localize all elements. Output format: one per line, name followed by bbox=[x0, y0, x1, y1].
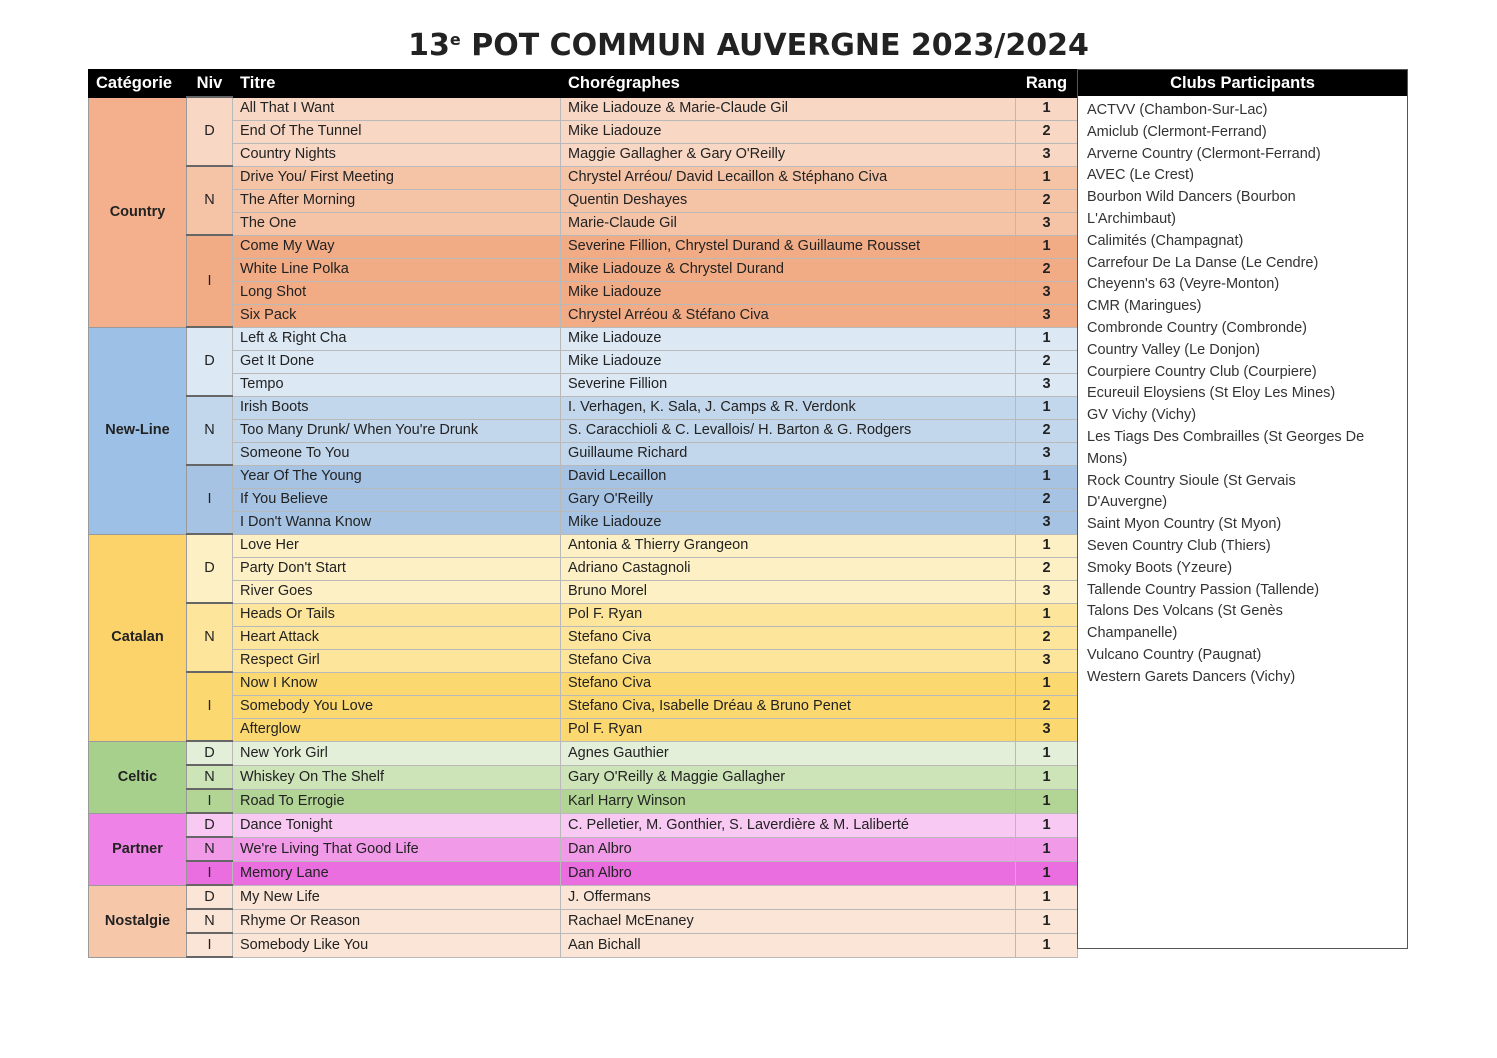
rank-cell: 1 bbox=[1016, 837, 1078, 861]
choreographer-cell: Pol F. Ryan bbox=[561, 718, 1016, 741]
page-title bbox=[0, 28, 1497, 63]
table-row bbox=[89, 396, 1078, 419]
choreographer-cell: Chrystel Arréou & Stéfano Civa bbox=[561, 304, 1016, 327]
header-categorie: Catégorie bbox=[89, 70, 187, 98]
table-row bbox=[89, 933, 1078, 957]
rank-cell: 2 bbox=[1016, 626, 1078, 649]
title-cell: Drive You/ First Meeting bbox=[233, 166, 561, 189]
title-cell: Year Of The Young bbox=[233, 465, 561, 488]
choreographer-cell: Mike Liadouze & Marie-Claude Gil bbox=[561, 97, 1016, 120]
table-row bbox=[89, 120, 1078, 143]
rank-cell: 3 bbox=[1016, 442, 1078, 465]
table-row bbox=[89, 909, 1078, 933]
rank-cell: 1 bbox=[1016, 327, 1078, 350]
title-text: POT COMMUN AUVERGNE 2023/2024 bbox=[460, 28, 1089, 63]
club-item: Combronde Country (Combronde) bbox=[1087, 319, 1308, 336]
rank-cell: 1 bbox=[1016, 465, 1078, 488]
title-cell: Too Many Drunk/ When You're Drunk bbox=[233, 419, 561, 442]
rank-cell: 1 bbox=[1016, 166, 1078, 189]
choreographer-cell: Mike Liadouze bbox=[561, 511, 1016, 534]
club-item: Talons Des Volcans (St Genès bbox=[1087, 603, 1283, 620]
choreographer-cell: Rachael McEnaney bbox=[561, 909, 1016, 933]
rank-cell: 3 bbox=[1016, 511, 1078, 534]
table-row bbox=[89, 97, 1078, 120]
title-cell: Tempo bbox=[233, 373, 561, 396]
choreographer-cell: Antonia & Thierry Grangeon bbox=[561, 534, 1016, 557]
level-cell: D bbox=[187, 327, 233, 396]
choreographer-cell: Mike Liadouze bbox=[561, 120, 1016, 143]
title-cell: We're Living That Good Life bbox=[233, 837, 561, 861]
level-cell: D bbox=[187, 885, 233, 909]
choreographer-cell: Stefano Civa bbox=[561, 649, 1016, 672]
title-cell: The After Morning bbox=[233, 189, 561, 212]
choreographer-cell: Mike Liadouze & Chrystel Durand bbox=[561, 258, 1016, 281]
rank-cell: 2 bbox=[1016, 419, 1078, 442]
club-item: Mons) bbox=[1087, 450, 1128, 467]
header-choregraphes: Chorégraphes bbox=[561, 70, 1016, 98]
title-cell: Heart Attack bbox=[233, 626, 561, 649]
title-cell: Dance Tonight bbox=[233, 813, 561, 837]
title-cell: Six Pack bbox=[233, 304, 561, 327]
rank-cell: 1 bbox=[1016, 672, 1078, 695]
title-cell: Afterglow bbox=[233, 718, 561, 741]
rank-cell: 1 bbox=[1016, 813, 1078, 837]
category-cell: Nostalgie bbox=[89, 885, 187, 957]
title-cell: River Goes bbox=[233, 580, 561, 603]
club-item: ACTVV (Chambon-Sur-Lac) bbox=[1087, 102, 1268, 118]
table-header-row bbox=[89, 70, 1078, 98]
level-cell: D bbox=[187, 741, 233, 765]
rank-cell: 1 bbox=[1016, 396, 1078, 419]
category-cell: Country bbox=[89, 97, 187, 327]
title-cell: Someone To You bbox=[233, 442, 561, 465]
level-cell: I bbox=[187, 933, 233, 957]
title-cell: Get It Done bbox=[233, 350, 561, 373]
choreographer-cell: J. Offermans bbox=[561, 885, 1016, 909]
category-cell: Catalan bbox=[89, 534, 187, 741]
clubs-list bbox=[1078, 96, 1407, 689]
level-cell: I bbox=[187, 672, 233, 741]
table-row bbox=[89, 695, 1078, 718]
rank-cell: 1 bbox=[1016, 603, 1078, 626]
title-cell: Irish Boots bbox=[233, 396, 561, 419]
choreographer-cell: Severine Fillion, Chrystel Durand & Guillaume Rousset bbox=[561, 235, 1016, 258]
title-number: 13 bbox=[408, 28, 450, 63]
title-cell: Rhyme Or Reason bbox=[233, 909, 561, 933]
table-row bbox=[89, 534, 1078, 557]
title-cell: New York Girl bbox=[233, 741, 561, 765]
choreographer-cell: Gary O'Reilly & Maggie Gallagher bbox=[561, 765, 1016, 789]
club-item: AVEC (Le Crest) bbox=[1087, 167, 1194, 184]
club-item: Calimités (Champagnat) bbox=[1087, 232, 1244, 249]
club-item: Ecureuil Eloysiens (St Eloy Les Mines) bbox=[1087, 385, 1336, 402]
table-row bbox=[89, 488, 1078, 511]
level-cell: D bbox=[187, 813, 233, 837]
club-item: Tallende Country Passion (Tallende) bbox=[1087, 581, 1320, 598]
table-row bbox=[89, 789, 1078, 813]
table-row bbox=[89, 350, 1078, 373]
level-cell: D bbox=[187, 534, 233, 603]
table-row bbox=[89, 281, 1078, 304]
club-item: GV Vichy (Vichy) bbox=[1087, 407, 1197, 424]
table-row bbox=[89, 143, 1078, 166]
choreographer-cell: S. Caracchioli & C. Levallois/ H. Barton & G. Rodgers bbox=[561, 419, 1016, 442]
table-row bbox=[89, 765, 1078, 789]
rank-cell: 3 bbox=[1016, 143, 1078, 166]
rank-cell: 3 bbox=[1016, 212, 1078, 235]
rank-cell: 1 bbox=[1016, 933, 1078, 957]
level-cell: I bbox=[187, 861, 233, 885]
choreographer-cell: Aan Bichall bbox=[561, 933, 1016, 957]
choreographer-cell: Adriano Castagnoli bbox=[561, 557, 1016, 580]
title-cell: Road To Errogie bbox=[233, 789, 561, 813]
title-cell: The One bbox=[233, 212, 561, 235]
club-item: Les Tiags Des Combrailles (St Georges De bbox=[1087, 428, 1365, 445]
choreographer-cell: Agnes Gauthier bbox=[561, 741, 1016, 765]
title-cell: Somebody You Love bbox=[233, 695, 561, 718]
table-row bbox=[89, 580, 1078, 603]
table-row bbox=[89, 419, 1078, 442]
choreographer-cell: Pol F. Ryan bbox=[561, 603, 1016, 626]
title-cell: Party Don't Start bbox=[233, 557, 561, 580]
choreographer-cell: Marie-Claude Gil bbox=[561, 212, 1016, 235]
title-cell: Come My Way bbox=[233, 235, 561, 258]
rank-cell: 1 bbox=[1016, 861, 1078, 885]
table-row bbox=[89, 327, 1078, 350]
title-cell: End Of The Tunnel bbox=[233, 120, 561, 143]
club-item: Courpiere Country Club (Courpiere) bbox=[1087, 363, 1317, 380]
category-cell: New-Line bbox=[89, 327, 187, 534]
choreographer-cell: Bruno Morel bbox=[561, 580, 1016, 603]
rank-cell: 1 bbox=[1016, 534, 1078, 557]
level-cell: D bbox=[187, 97, 233, 166]
choreographer-cell: Stefano Civa, Isabelle Dréau & Bruno Penet bbox=[561, 695, 1016, 718]
rank-cell: 3 bbox=[1016, 304, 1078, 327]
choreographer-cell: Severine Fillion bbox=[561, 373, 1016, 396]
choreographer-cell: Mike Liadouze bbox=[561, 281, 1016, 304]
level-cell: N bbox=[187, 603, 233, 672]
club-item: Saint Myon Country (St Myon) bbox=[1087, 516, 1282, 533]
table-row bbox=[89, 189, 1078, 212]
level-cell: I bbox=[187, 465, 233, 534]
rank-cell: 1 bbox=[1016, 909, 1078, 933]
rank-cell: 2 bbox=[1016, 557, 1078, 580]
table-row bbox=[89, 672, 1078, 695]
club-item: Champanelle) bbox=[1087, 625, 1178, 642]
table-row bbox=[89, 741, 1078, 765]
title-superscript: e bbox=[449, 30, 461, 49]
level-cell: N bbox=[187, 166, 233, 235]
title-cell: Love Her bbox=[233, 534, 561, 557]
table-row bbox=[89, 837, 1078, 861]
category-cell: Celtic bbox=[89, 741, 187, 813]
title-cell: Respect Girl bbox=[233, 649, 561, 672]
club-item: Seven Country Club (Thiers) bbox=[1087, 537, 1271, 554]
title-cell: Somebody Like You bbox=[233, 933, 561, 957]
rank-cell: 1 bbox=[1016, 97, 1078, 120]
table-row bbox=[89, 465, 1078, 488]
clubs-header: Clubs Participants bbox=[1078, 70, 1407, 96]
choreographer-cell: C. Pelletier, M. Gonthier, S. Laverdière & M. Laliberté bbox=[561, 813, 1016, 837]
choreographer-cell: Dan Albro bbox=[561, 861, 1016, 885]
table-row bbox=[89, 861, 1078, 885]
table-row bbox=[89, 649, 1078, 672]
club-item: L'Archimbaut) bbox=[1087, 210, 1176, 227]
rank-cell: 2 bbox=[1016, 189, 1078, 212]
table-row bbox=[89, 166, 1078, 189]
dance-table bbox=[88, 69, 1078, 958]
table-row bbox=[89, 442, 1078, 465]
title-cell: Whiskey On The Shelf bbox=[233, 765, 561, 789]
club-item: Smoky Boots (Yzeure) bbox=[1087, 559, 1233, 576]
table-row bbox=[89, 603, 1078, 626]
choreographer-cell: David Lecaillon bbox=[561, 465, 1016, 488]
choreographer-cell: Mike Liadouze bbox=[561, 327, 1016, 350]
club-item: CMR (Maringues) bbox=[1087, 298, 1202, 315]
title-cell: My New Life bbox=[233, 885, 561, 909]
table-row bbox=[89, 212, 1078, 235]
table-row bbox=[89, 235, 1078, 258]
title-cell: Heads Or Tails bbox=[233, 603, 561, 626]
club-item: Cheyenn's 63 (Veyre-Monton) bbox=[1087, 276, 1280, 293]
title-cell: Country Nights bbox=[233, 143, 561, 166]
level-cell: N bbox=[187, 396, 233, 465]
club-item: Rock Country Sioule (St Gervais bbox=[1087, 472, 1296, 489]
rank-cell: 2 bbox=[1016, 695, 1078, 718]
category-cell: Partner bbox=[89, 813, 187, 885]
table-row bbox=[89, 258, 1078, 281]
title-cell: White Line Polka bbox=[233, 258, 561, 281]
title-cell: If You Believe bbox=[233, 488, 561, 511]
rank-cell: 3 bbox=[1016, 373, 1078, 396]
table-row bbox=[89, 885, 1078, 909]
rank-cell: 2 bbox=[1016, 488, 1078, 511]
choreographer-cell: Mike Liadouze bbox=[561, 350, 1016, 373]
table-row bbox=[89, 626, 1078, 649]
club-item: Country Valley (Le Donjon) bbox=[1087, 341, 1261, 358]
club-item: Arverne Country (Clermont-Ferrand) bbox=[1087, 145, 1321, 162]
choreographer-cell: Dan Albro bbox=[561, 837, 1016, 861]
club-item: D'Auvergne) bbox=[1087, 494, 1168, 511]
title-cell: Long Shot bbox=[233, 281, 561, 304]
rank-cell: 2 bbox=[1016, 258, 1078, 281]
rank-cell: 3 bbox=[1016, 580, 1078, 603]
header-niv: Niv bbox=[187, 70, 233, 98]
choreographer-cell: Chrystel Arréou/ David Lecaillon & Stéphano Civa bbox=[561, 166, 1016, 189]
choreographer-cell: Stefano Civa bbox=[561, 626, 1016, 649]
table-row bbox=[89, 813, 1078, 837]
rank-cell: 1 bbox=[1016, 741, 1078, 765]
level-cell: I bbox=[187, 789, 233, 813]
choreographer-cell: Guillaume Richard bbox=[561, 442, 1016, 465]
title-cell: All That I Want bbox=[233, 97, 561, 120]
rank-cell: 2 bbox=[1016, 120, 1078, 143]
choreographer-cell: Stefano Civa bbox=[561, 672, 1016, 695]
choreographer-cell: Karl Harry Winson bbox=[561, 789, 1016, 813]
choreographer-cell: Quentin Deshayes bbox=[561, 189, 1016, 212]
header-titre: Titre bbox=[233, 70, 561, 98]
club-item: Western Garets Dancers (Vichy) bbox=[1087, 668, 1296, 685]
club-item: Bourbon Wild Dancers (Bourbon bbox=[1087, 189, 1296, 206]
rank-cell: 1 bbox=[1016, 235, 1078, 258]
rank-cell: 1 bbox=[1016, 789, 1078, 813]
level-cell: I bbox=[187, 235, 233, 327]
table-row bbox=[89, 718, 1078, 741]
rank-cell: 2 bbox=[1016, 350, 1078, 373]
rank-cell: 3 bbox=[1016, 281, 1078, 304]
rank-cell: 3 bbox=[1016, 718, 1078, 741]
rank-cell: 1 bbox=[1016, 765, 1078, 789]
table-row bbox=[89, 511, 1078, 534]
level-cell: N bbox=[187, 765, 233, 789]
rank-cell: 3 bbox=[1016, 649, 1078, 672]
title-cell: Left & Right Cha bbox=[233, 327, 561, 350]
title-cell: I Don't Wanna Know bbox=[233, 511, 561, 534]
level-cell: N bbox=[187, 837, 233, 861]
club-item: Vulcano Country (Paugnat) bbox=[1087, 646, 1262, 663]
choreographer-cell: Gary O'Reilly bbox=[561, 488, 1016, 511]
table-row bbox=[89, 373, 1078, 396]
rank-cell: 1 bbox=[1016, 885, 1078, 909]
level-cell: N bbox=[187, 909, 233, 933]
club-item: Carrefour De La Danse (Le Cendre) bbox=[1087, 254, 1319, 271]
choreographer-cell: Maggie Gallagher & Gary O'Reilly bbox=[561, 143, 1016, 166]
title-cell: Now I Know bbox=[233, 672, 561, 695]
table-row bbox=[89, 304, 1078, 327]
choreographer-cell: I. Verhagen, K. Sala, J. Camps & R. Verdonk bbox=[561, 396, 1016, 419]
table-row bbox=[89, 557, 1078, 580]
title-cell: Memory Lane bbox=[233, 861, 561, 885]
club-item: Amiclub (Clermont-Ferrand) bbox=[1087, 123, 1267, 140]
header-rang: Rang bbox=[1016, 70, 1078, 98]
table-body bbox=[89, 97, 1078, 957]
clubs-panel bbox=[1077, 69, 1408, 949]
